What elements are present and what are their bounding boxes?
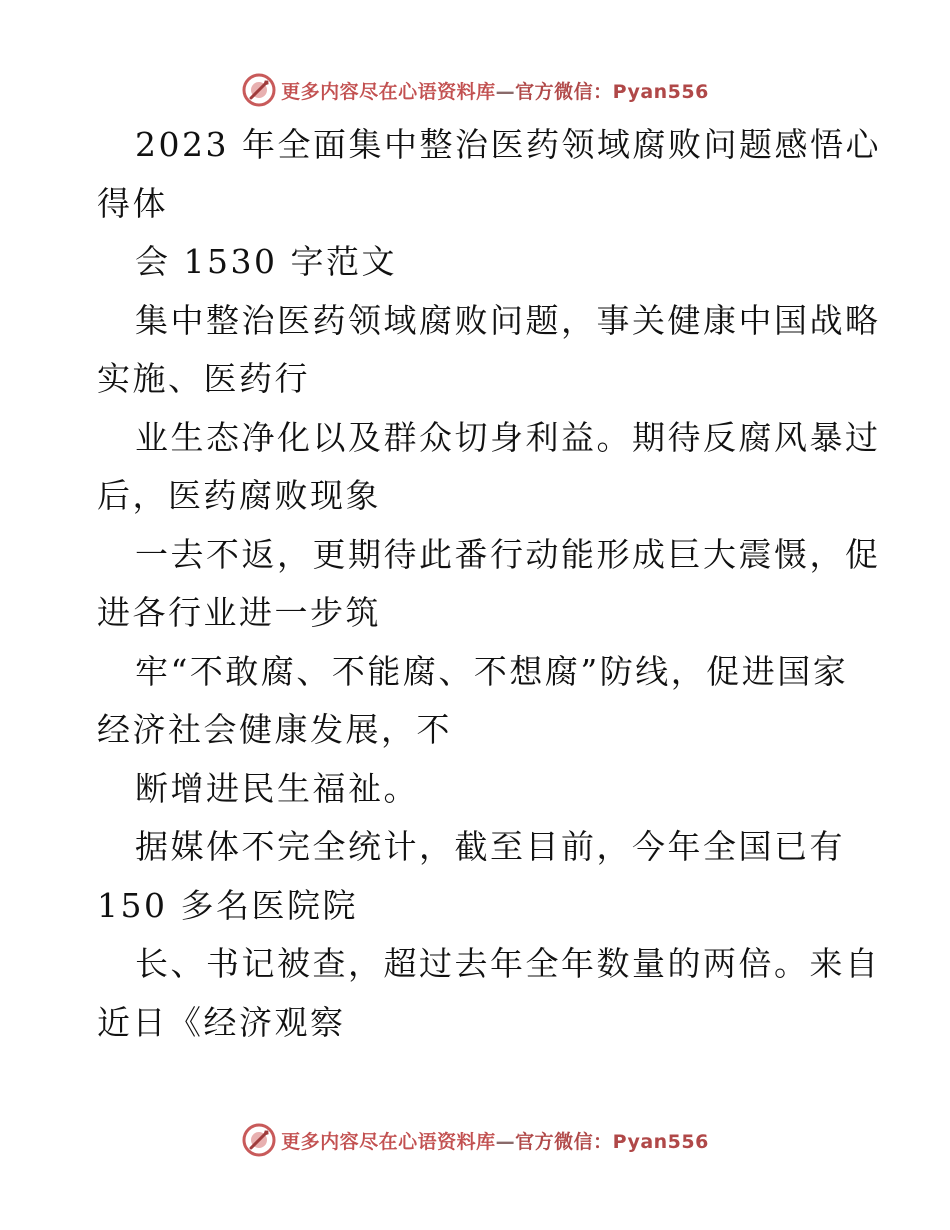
watermark-contact: 官方微信：Pyan556 bbox=[515, 1130, 709, 1153]
watermark-lead: 更多内容尽在心语资料库 bbox=[281, 1130, 496, 1153]
text-line: 2023 年全面集中整治医药领域腐败问题感悟心 bbox=[135, 125, 881, 164]
watermark-text bbox=[281, 1127, 709, 1154]
text-line: 近日《经济观察 bbox=[97, 1002, 346, 1042]
brand-logo-icon bbox=[241, 1122, 277, 1158]
text-line: 150 多名医院院 bbox=[97, 885, 358, 925]
watermark-lead: 更多内容尽在心语资料库 bbox=[281, 80, 496, 103]
document-body bbox=[97, 116, 881, 1052]
text-line: 进各行业进一步筑 bbox=[97, 593, 381, 632]
watermark-dash: — bbox=[495, 80, 516, 103]
text-line: 得体 bbox=[97, 183, 168, 223]
text-line: 据媒体不完全统计，截至目前，今年全国已有 bbox=[135, 827, 845, 866]
text-line: 长、书记被查，超过去年全年数量的两倍。来自 bbox=[135, 944, 881, 983]
text-line: 经济社会健康发展，不 bbox=[97, 710, 452, 749]
text-line: 后，医药腐败现象 bbox=[97, 476, 381, 515]
text-line: 断增进民生福祉。 bbox=[135, 768, 419, 808]
watermark-dash: — bbox=[495, 1130, 516, 1153]
text-line: 业生态净化以及群众切身利益。期待反腐风暴过 bbox=[135, 417, 881, 457]
watermark-contact: 官方微信：Pyan556 bbox=[515, 80, 709, 103]
watermark-text bbox=[281, 77, 709, 104]
text-line: 会 1530 字范文 bbox=[135, 242, 397, 281]
text-line: 牢“不敢腐、不能腐、不想腐”防线，促进国家 bbox=[135, 651, 849, 691]
header-watermark bbox=[0, 70, 950, 110]
text-line: 实施、医药行 bbox=[97, 359, 310, 398]
footer-watermark bbox=[0, 1120, 950, 1160]
brand-logo-icon bbox=[241, 72, 277, 108]
text-line: 一去不返，更期待此番行动能形成巨大震慑，促 bbox=[135, 534, 881, 574]
text-line: 集中整治医药领域腐败问题，事关健康中国战略 bbox=[135, 300, 881, 340]
